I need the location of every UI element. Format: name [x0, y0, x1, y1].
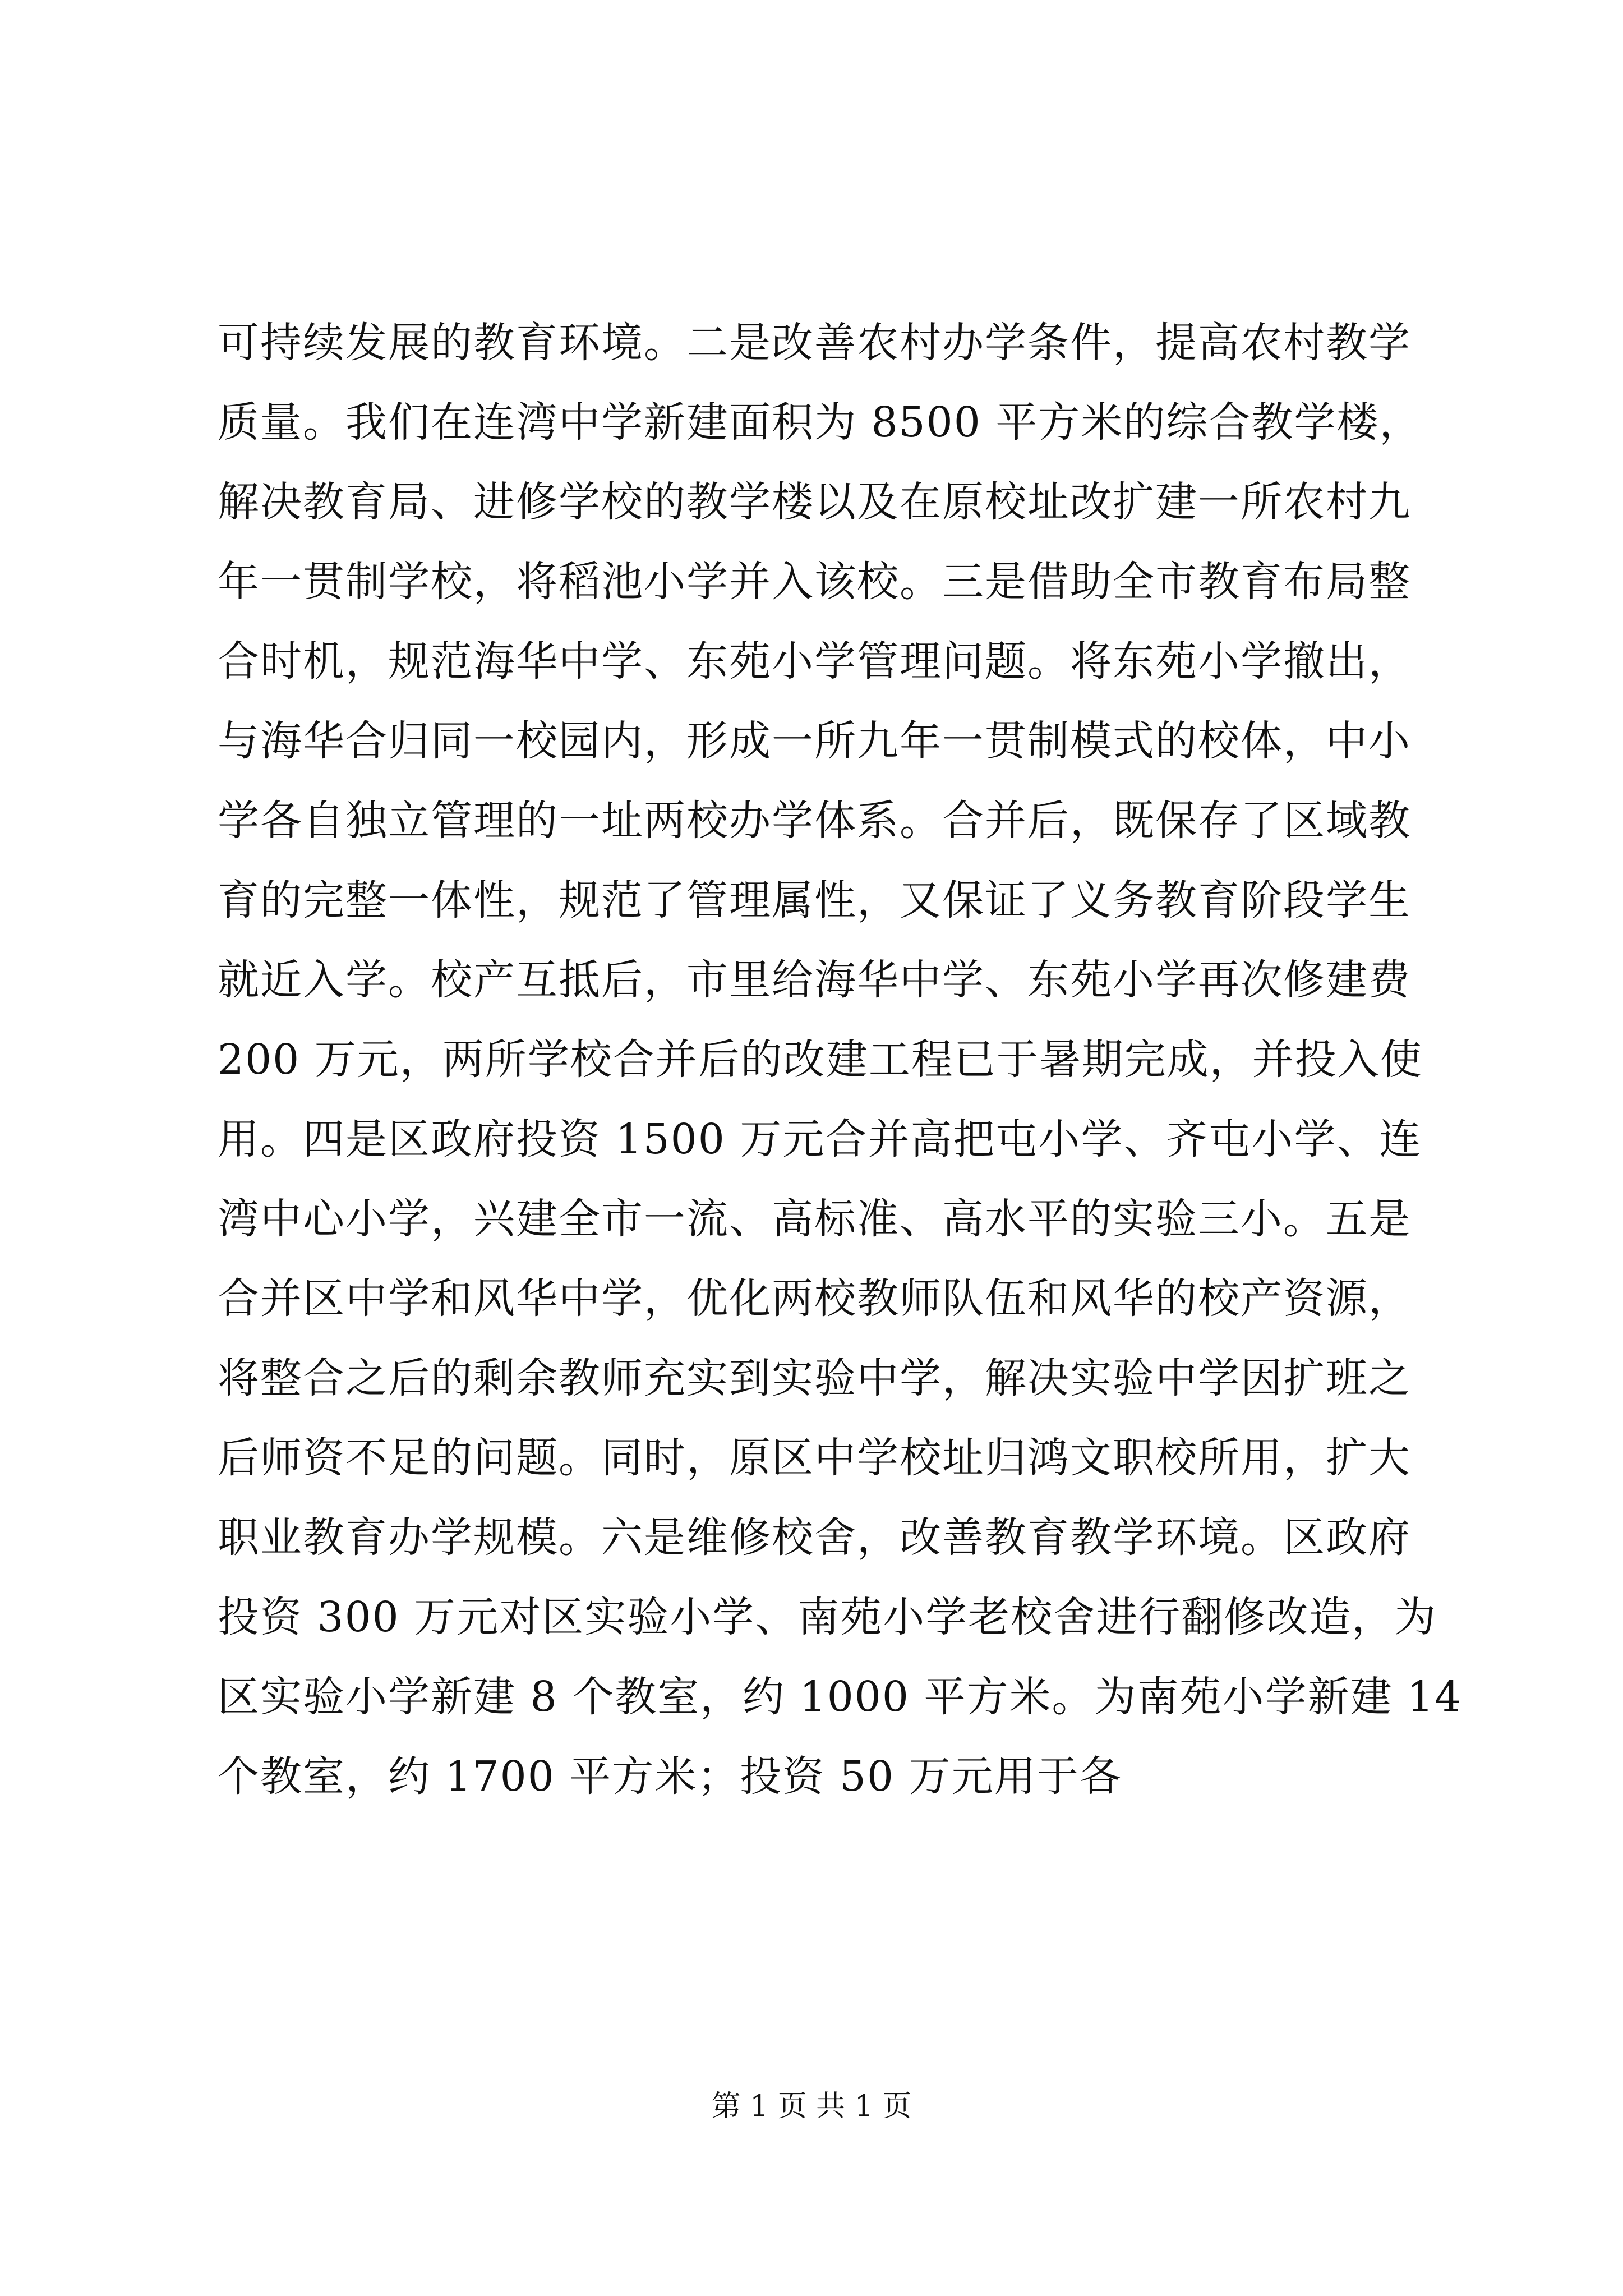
text-line: 育的完整一体性，规范了管理属性，又保证了义务教育阶段学生	[218, 876, 1411, 924]
text-line: 学各自独立管理的一址两校办学体系。合并后，既保存了区域教	[218, 797, 1411, 845]
text-line: 解决教育局、进修学校的教学楼以及在原校址改扩建一所农村九	[218, 478, 1411, 526]
text-line: 质量。我们在连湾中学新建面积为 8500 平方米的综合教学楼，	[218, 398, 1422, 447]
text-line: 湾中心小学，兴建全市一流、高标准、高水平的实验三小。五是	[218, 1195, 1411, 1243]
text-line: 将整合之后的剩余教师充实到实验中学，解决实验中学因扩班之	[218, 1354, 1411, 1402]
text-line: 个教室，约 1700 平方米；投资 50 万元用于各	[218, 1752, 1122, 1801]
text-line: 后师资不足的问题。同时，原区中学校址归鸿文职校所用，扩大	[218, 1434, 1411, 1482]
text-line: 合并区中学和风华中学，优化两校教师队伍和风华的校产资源，	[218, 1274, 1411, 1323]
text-line: 用。四是区政府投资 1500 万元合并高把屯小学、齐屯小学、连	[218, 1115, 1422, 1163]
text-line: 就近入学。校产互抵后，市里给海华中学、东苑小学再次修建费	[218, 956, 1411, 1004]
body-paragraph	[218, 303, 1463, 1816]
text-line: 年一贯制学校，将稻池小学并入该校。三是借助全市教育布局整	[218, 558, 1411, 606]
text-line: 合时机，规范海华中学、东苑小学管理问题。将东苑小学撤出，	[218, 637, 1411, 685]
text-line: 可持续发展的教育环境。二是改善农村办学条件，提高农村教学	[218, 319, 1411, 367]
text-line: 区实验小学新建 8 个教室，约 1000 平方米。为南苑小学新建 14	[218, 1673, 1463, 1721]
text-line: 200 万元，两所学校合并后的改建工程已于暑期完成，并投入使	[218, 1036, 1423, 1084]
text-line: 与海华合归同一校园内，形成一所九年一贯制模式的校体，中小	[218, 717, 1411, 765]
page-number-footer: 第 1 页 共 1 页	[711, 2090, 912, 2123]
text-line: 投资 300 万元对区实验小学、南苑小学老校舍进行翻修改造，为	[218, 1593, 1437, 1641]
text-line: 职业教育办学规模。六是维修校舍，改善教育教学环境。区政府	[218, 1513, 1411, 1562]
